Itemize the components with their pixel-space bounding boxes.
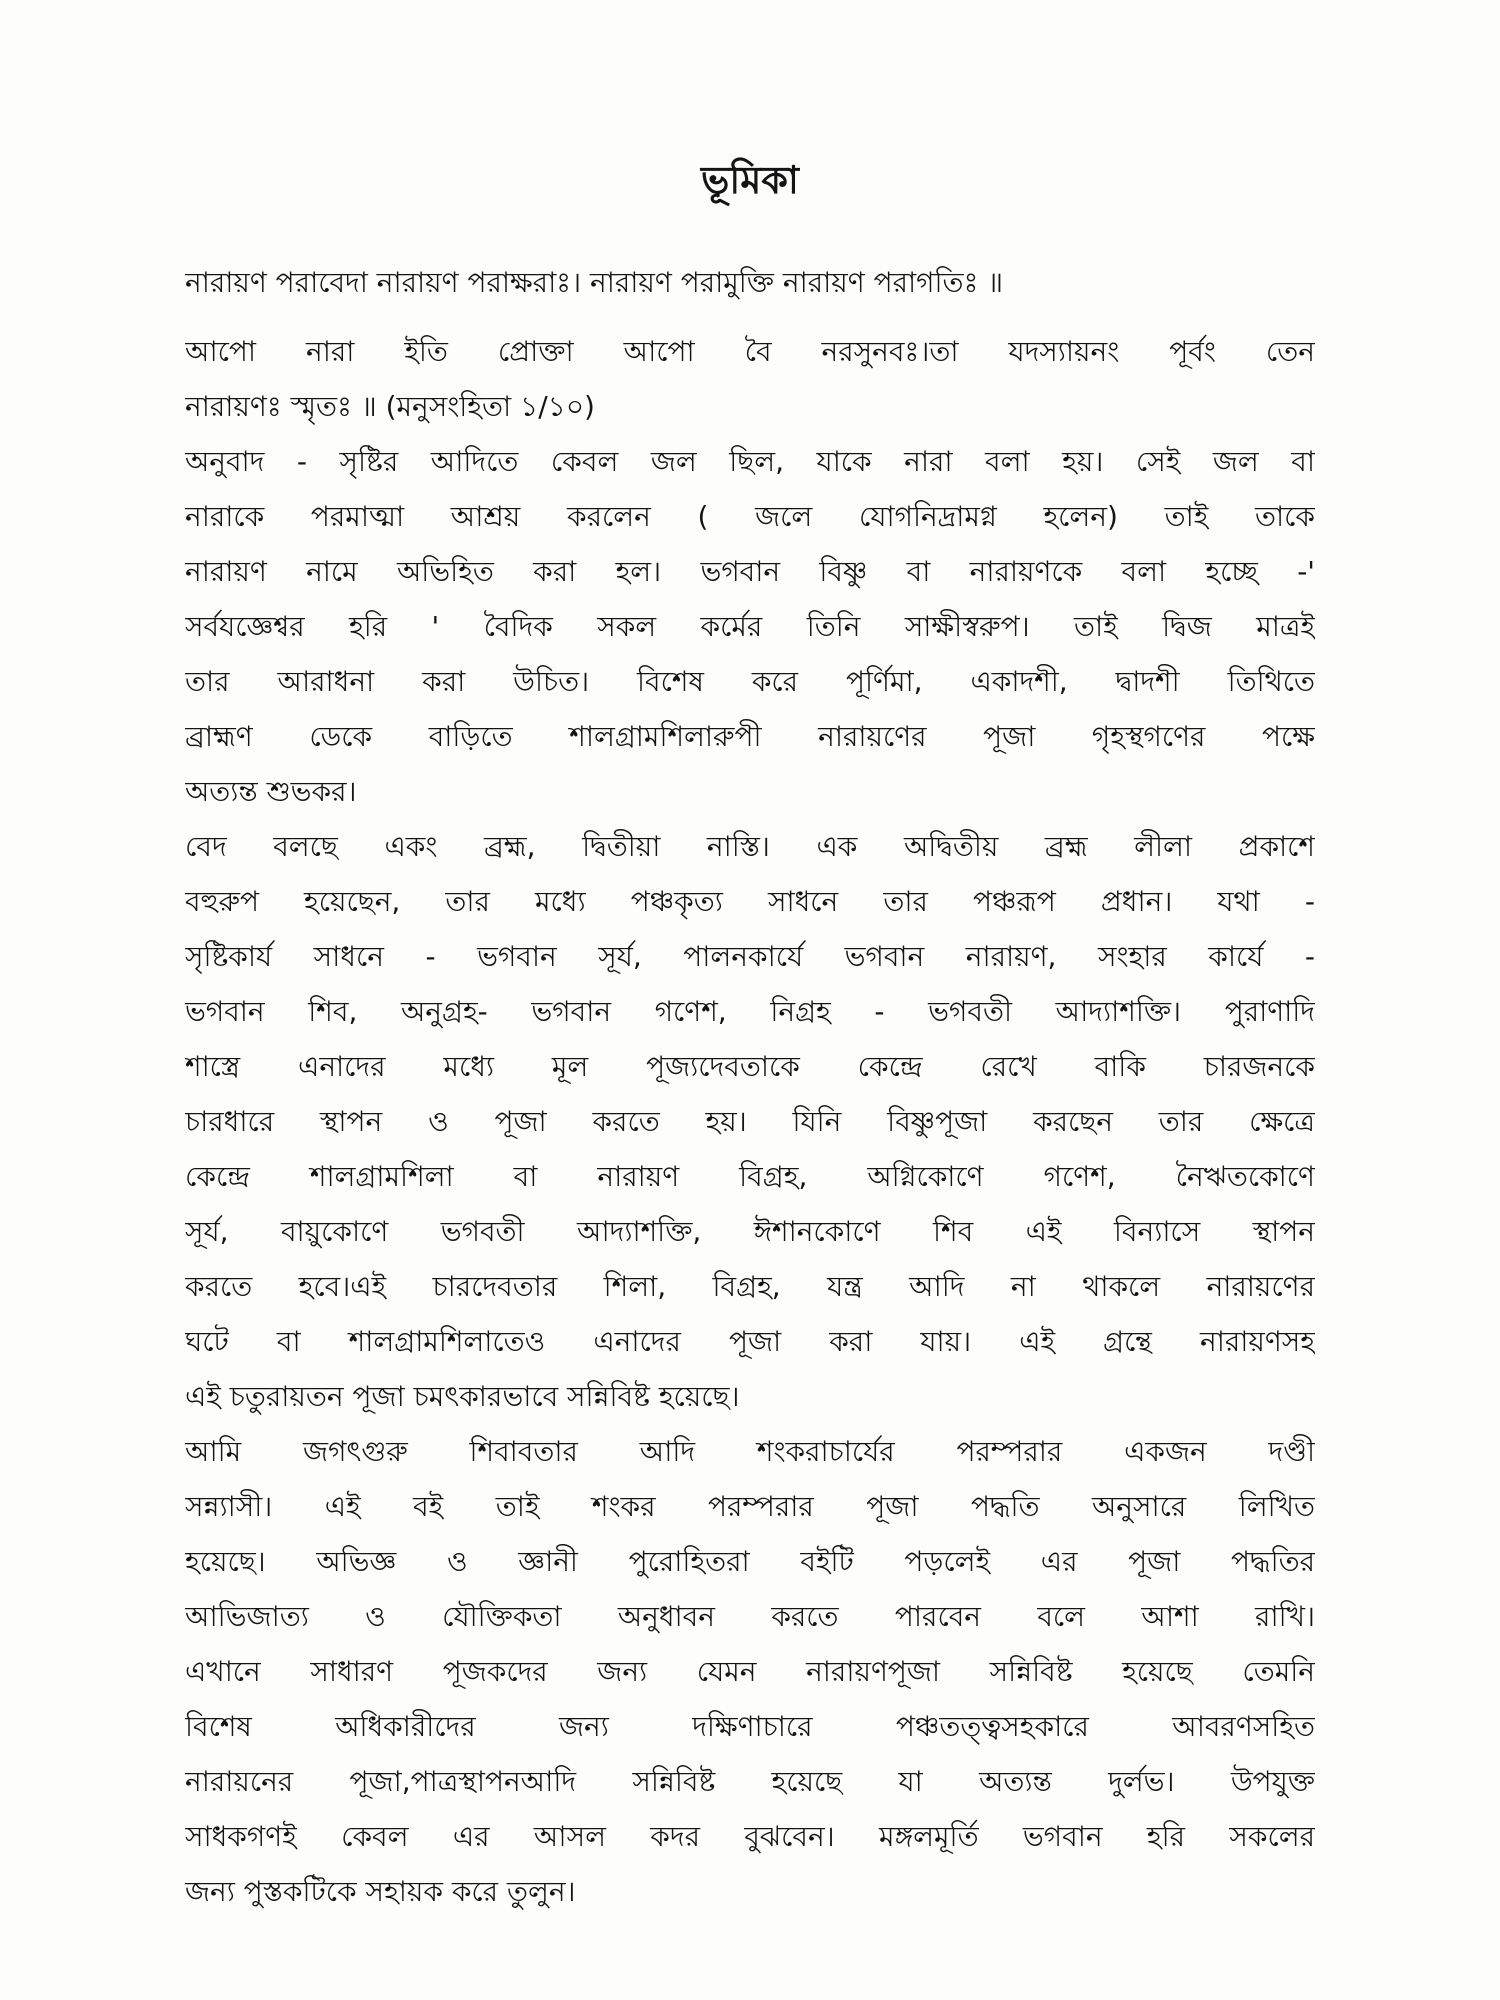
- text-line: চারধারে স্থাপন ও পূজা করতে হয়। যিনি বিষ্ণুপূজা করছেন তার ক্ষেত্রে: [185, 1105, 1315, 1138]
- text-line: জন্য পুস্তকটিকে সহায়ক করে তুলুন।: [185, 1875, 576, 1908]
- text-line: অনুবাদ - সৃষ্টির আদিতে কেবল জল ছিল, যাকে নারা বলা হয়। সেই জল বা: [185, 445, 1315, 478]
- text-line: সৃষ্টিকার্য সাধনে - ভগবান সূর্য, পালনকার্যে ভগবান নারায়ণ, সংহার কার্যে -: [185, 940, 1315, 973]
- text-line: ব্রাহ্মণ ডেকে বাড়িতে শালগ্রামশিলারুপী নারায়ণের পূজা গৃহস্থগণের পক্ষে: [185, 720, 1315, 753]
- text-line: আভিজাত্য ও যৌক্তিকতা অনুধাবন করতে পারবেন বলে আশা রাখি।: [185, 1600, 1315, 1633]
- text-line: নারাকে পরমাত্মা আশ্রয় করলেন ( জলে যোগনিদ্রামগ্ন হলেন) তাই তাকে: [185, 500, 1315, 533]
- text-line: তার আরাধনা করা উচিত। বিশেষ করে পূর্ণিমা, একাদশী, দ্বাদশী তিথিতে: [185, 665, 1315, 698]
- text-line: নারায়নের পূজা,পাত্রস্থাপনআদি সন্নিবিষ্ট হয়েছে যা অত্যন্ত দুর্লভ। উপযুক্ত: [185, 1765, 1315, 1798]
- text-line: বিশেষ অধিকারীদের জন্য দক্ষিণাচারে পঞ্চতত্ত্বসহকারে আবরণসহিত: [185, 1710, 1315, 1743]
- paragraph-author: [185, 1424, 1315, 1919]
- text-line: সর্বযজ্ঞেশ্বর হরি ' বৈদিক সকল কর্মের তিনি সাক্ষীস্বরুপ। তাই দ্বিজ মাত্রই: [185, 610, 1315, 643]
- verse-line: নারায়ণ পরাবেদা নারায়ণ পরাক্ষরাঃ। নারায়ণ পরামুক্তি নারায়ণ পরাগতিঃ ॥: [185, 266, 1004, 299]
- text-line: এখানে সাধারণ পূজকদের জন্য যেমন নারায়ণপূজা সন্নিবিষ্ট হয়েছে তেমনি: [185, 1655, 1315, 1688]
- page-title: ভূমিকা: [701, 158, 799, 202]
- verse-line: আপো নারা ইতি প্রোক্তা আপো বৈ নরসুনবঃ।তা যদস্যায়নং পূর্বং তেন: [185, 335, 1315, 368]
- text-line: আমি জগৎগুরু শিবাবতার আদি শংকরাচার্যের পরম্পরার একজন দণ্ডী: [185, 1435, 1315, 1468]
- text-line: এই চতুরায়তন পূজা চমৎকারভাবে সন্নিবিষ্ট হয়েছে।: [185, 1380, 740, 1413]
- text-line: সন্ন্যাসী। এই বই তাই শংকর পরম্পরার পূজা পদ্ধতি অনুসারে লিখিত: [185, 1490, 1315, 1523]
- text-line: শাস্ত্রে এনাদের মধ্যে মূল পূজ্যদেবতাকে কেন্দ্রে রেখে বাকি চারজনকে: [185, 1050, 1315, 1083]
- text-line: নারায়ণ নামে অভিহিত করা হল। ভগবান বিষ্ণু বা নারায়ণকে বলা হচ্ছে -': [185, 555, 1315, 588]
- text-line: ঘটে বা শালগ্রামশিলাতেও এনাদের পূজা করা যায়। এই গ্রন্থে নারায়ণসহ: [185, 1325, 1315, 1358]
- paragraph-translation: [185, 434, 1315, 819]
- verse-block: [185, 324, 1315, 434]
- verse-line: নারায়ণঃ স্মৃতঃ ॥ (মনুসংহিতা ১/১০): [185, 390, 595, 423]
- text-line: সাধকগণই কেবল এর আসল কদর বুঝবেন। মঙ্গলমূর্তি ভগবান হরি সকলের: [185, 1820, 1315, 1853]
- text-line: কেন্দ্রে শালগ্রামশিলা বা নারায়ণ বিগ্রহ, অগ্নিকোণে গণেশ, নৈঋতকোণে: [185, 1160, 1315, 1193]
- text-line: সূর্য, বায়ুকোণে ভগবতী আদ্যাশক্তি, ঈশানকোণে শিব এই বিন্যাসে স্থাপন: [185, 1215, 1315, 1248]
- text-line: বেদ বলছে একং ব্রহ্ম, দ্বিতীয়া নাস্তি। এক অদ্বিতীয় ব্রহ্ম লীলা প্রকাশে: [185, 830, 1315, 863]
- text-line: হয়েছে। অভিজ্ঞ ও জ্ঞানী পুরোহিতরা বইটি পড়লেই এর পূজা পদ্ধতির: [185, 1545, 1315, 1578]
- paragraph-deities: [185, 819, 1315, 1424]
- text-line: ভগবান শিব, অনুগ্রহ- ভগবান গণেশ, নিগ্রহ - ভগবতী আদ্যাশক্তি। পুরাণাদি: [185, 995, 1315, 1028]
- text-line: করতে হবে।এই চারদেবতার শিলা, বিগ্রহ, যন্ত্র আদি না থাকলে নারায়ণের: [185, 1270, 1315, 1303]
- text-line: অত্যন্ত শুভকর।: [185, 775, 357, 808]
- text-line: বহুরুপ হয়েছেন, তার মধ্যে পঞ্চকৃত্য সাধনে তার পঞ্চরূপ প্রধান। যথা -: [185, 885, 1315, 918]
- body-text: [185, 255, 1315, 1919]
